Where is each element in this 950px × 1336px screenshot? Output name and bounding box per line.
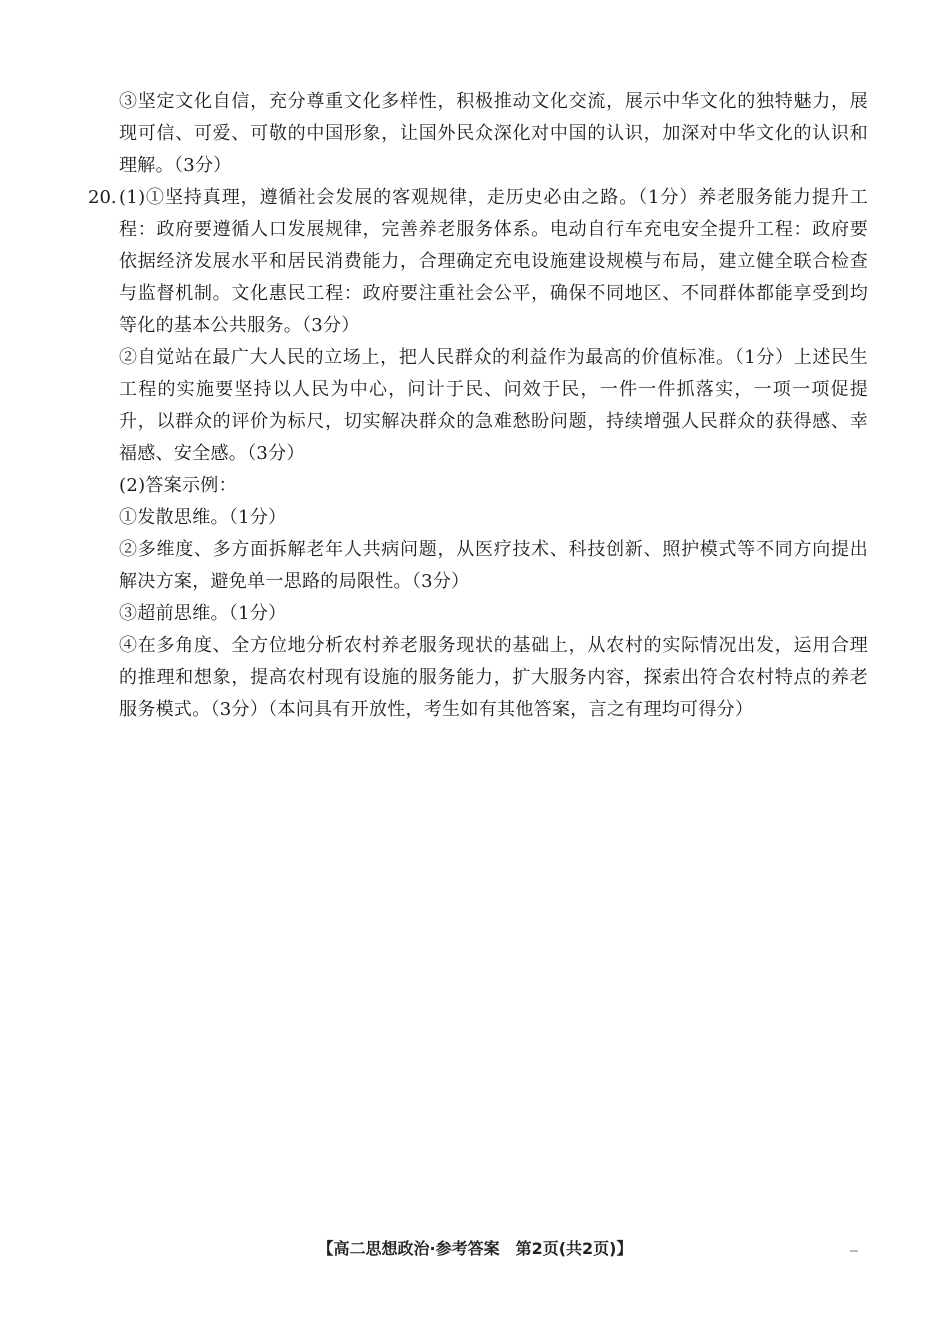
answer-20-part-2-item-2: ②多维度、多方面拆解老年人共病问题，从医疗技术、科技创新、照护模式等不同方向提出解决方案，避免单一思路的局限性。（3分） xyxy=(119,539,868,592)
footer-mark xyxy=(850,1250,858,1252)
answer-content xyxy=(88,86,868,726)
page-footer: 【高二思想政治·参考答案 第2页(共2页)】 xyxy=(317,1239,633,1258)
answer-20-part-2-heading: (2)答案示例： xyxy=(119,475,237,496)
answer-20-part-2-item-1: ①发散思维。（1分） xyxy=(119,507,287,528)
question-20-number: 20. xyxy=(88,187,117,208)
answer-19-item-3: ③坚定文化自信，充分尊重文化多样性，积极推动文化交流，展示中华文化的独特魅力，展现可信、可爱、可敬的中国形象，让国外民众深化对中国的认识，加深对中华文化的认识和理解。（3分） xyxy=(119,91,868,176)
answer-20-part-2-item-3: ③超前思维。（1分） xyxy=(119,603,287,624)
answer-20-part-2-item-4: ④在多角度、全方位地分析农村养老服务现状的基础上，从农村的实际情况出发，运用合理的推理和想象，提高农村现有设施的服务能力，扩大服务内容，探索出符合农村特点的养老服务模式。（3分）（本问具有开放性，考生如有其他答案，言之有理均可得分） xyxy=(119,635,868,720)
question-20-row xyxy=(88,182,868,342)
answer-20-part-1-item-1: (1)①坚持真理，遵循社会发展的客观规律，走历史必由之路。（1分）养老服务能力提升工程：政府要遵循人口发展规律，完善养老服务体系。电动自行车充电安全提升工程：政府要依据经济发展水平和居民消费能力，合理确定充电设施建设规模与布局，建立健全联合检查与监督机制。文化惠民工程：政府要注重社会公平，确保不同地区、不同群体都能享受到均等化的基本公共服务。（3分） xyxy=(119,187,868,336)
answer-20-part-1-item-2: ②自觉站在最广大人民的立场上，把人民群众的利益作为最高的价值标准。（1分）上述民生工程的实施要坚持以人民为中心，问计于民、问效于民，一件一件抓落实，一项一项促提升，以群众的评价为标尺，切实解决群众的急难愁盼问题，持续增强人民群众的获得感、幸福感、安全感。（3分） xyxy=(119,347,868,464)
